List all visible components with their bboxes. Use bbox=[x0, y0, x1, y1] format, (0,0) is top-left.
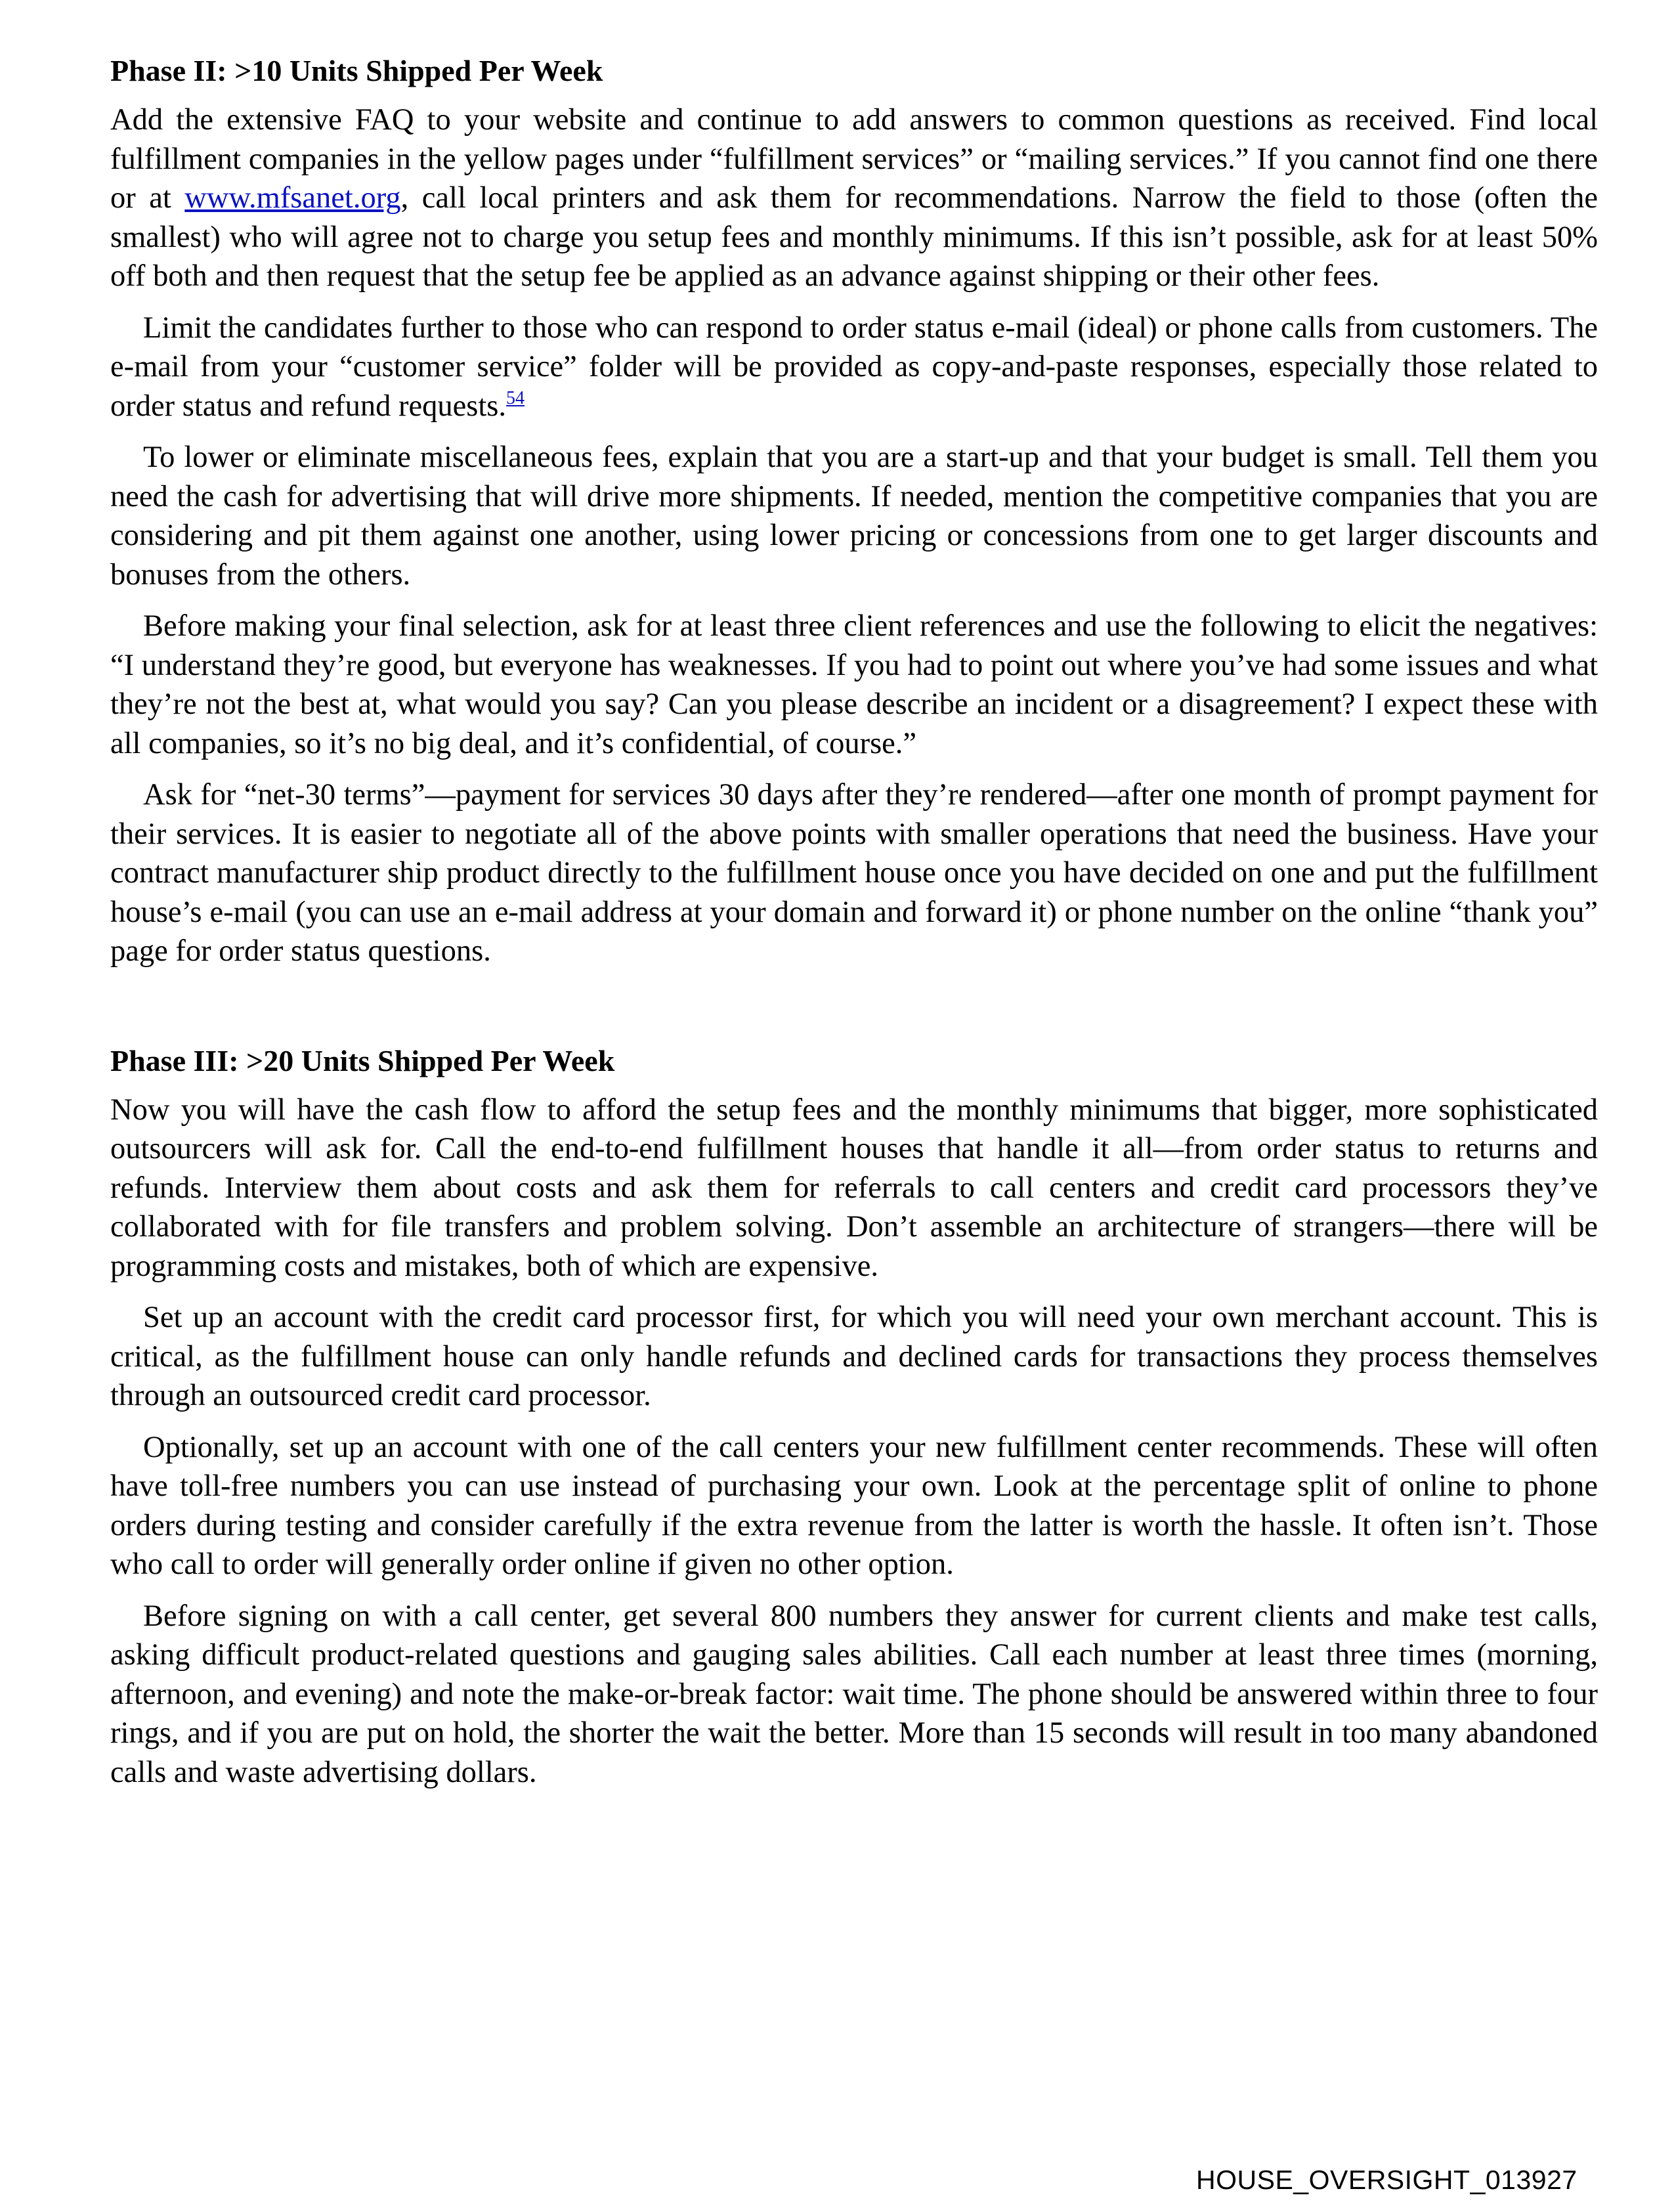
paragraph-text: Limit the candidates further to those who can respond to order status e-mail (ideal) or phone calls from customers. The e-mail from your “customer service” folder will be provided as copy-and-paste responses, especially those related to order status and refund requests. bbox=[110, 311, 1598, 423]
paragraph: Ask for “net-30 terms”—payment for services 30 days after they’re rendered—after one month of prompt payment for their services. It is easier to negotiate all of the above points with smaller operations that need the business. Have your contract manufacturer ship product directly to the fulfillment house once you have decided on one and put the fulfillment house’s e-mail (you can use an e-mail address at your domain and forward it) or phone number on the online “thank you” page for order status questions. bbox=[110, 778, 1598, 968]
paragraph-text: Add the extensive FAQ to your website and continue to add answers to common questions as received. Find local fulfillment companies in the yellow pages under “fulfillment services” or “mailing services.” If you cannot find one there or at bbox=[110, 103, 1598, 215]
section-heading: Phase II: >10 Units Shipped Per Week bbox=[110, 54, 603, 87]
paragraph: Before making your final selection, ask for at least three client references and use the following to elicit the negatives: “I understand they’re good, but everyone has weaknesses. If you had to point out where you’ve had some issues and what they’re not the best at, what would you say? Can you please describe an incident or a disagreement? I expect these with all companies, so it’s no big deal, and it’s confidential, of course.” bbox=[110, 609, 1598, 760]
paragraph: Before signing on with a call center, get several 800 numbers they answer for current clients and make test calls, asking difficult product-related questions and gauging sales abilities. Call each number at least three times (morning, afternoon, and evening) and note the make-or-break factor: wait time. The phone should be answered within three to four rings, and if you are put on hold, the shorter the wait the better. More than 15 seconds will result in too many abandoned calls and waste advertising dollars. bbox=[110, 1599, 1598, 1789]
paragraph bbox=[110, 100, 1598, 296]
section-phase-ii bbox=[110, 51, 1598, 971]
bates-stamp: HOUSE_OVERSIGHT_013927 bbox=[1196, 2165, 1577, 2195]
paragraph: Set up an account with the credit card processor first, for which you will need your own merchant account. This is critical, as the fulfillment house can only handle refunds and declined cards for transactions they process themselves through an outsourced credit card processor. bbox=[110, 1301, 1598, 1412]
section-phase-iii bbox=[110, 1041, 1598, 1792]
mfsanet-link[interactable]: www.mfsanet.org bbox=[184, 181, 401, 215]
footnote-reference bbox=[506, 388, 525, 408]
paragraph-text: , call local printers and ask them for recommendations. Narrow the field to those (often the smallest) who will agree not to charge you setup fees and monthly minimums. If this isn’t possible, ask for at least 50% off both and then request that the setup fee be applied as an advance against shipping or their other fees. bbox=[110, 181, 1598, 293]
section-heading: Phase III: >20 Units Shipped Per Week bbox=[110, 1043, 615, 1077]
section-spacer bbox=[110, 984, 1598, 1041]
document-page bbox=[110, 51, 1598, 1804]
paragraph: To lower or eliminate miscellaneous fees, explain that you are a start-up and that your budget is small. Tell them you need the cash for advertising that will drive more shipments. If needed, mention the competitive companies that you are considering and pit them against one another, using lower pricing or concessions from one to get larger discounts and bonuses from the others. bbox=[110, 441, 1598, 592]
footnote-link[interactable]: 54 bbox=[506, 387, 525, 408]
paragraph: Optionally, set up an account with one of the call centers your new fulfillment center recommends. These will often have toll-free numbers you can use instead of purchasing your own. Look at the percentage split of online to phone orders during testing and consider carefully if the extra revenue from the latter is worth the hassle. It often isn’t. Those who call to order will generally order online if given no other option. bbox=[110, 1430, 1598, 1581]
paragraph bbox=[110, 309, 1598, 426]
paragraph: Now you will have the cash flow to afford the setup fees and the monthly minimums that bigger, more sophisticated outsourcers will ask for. Call the end-to-end fulfillment houses that handle it all—from order status to returns and refunds. Interview them about costs and ask them for referrals to call centers and credit card processors they’ve collaborated with for file transfers and problem solving. Don’t assemble an architecture of strangers—there will be programming costs and mistakes, both of which are expensive. bbox=[110, 1093, 1598, 1283]
